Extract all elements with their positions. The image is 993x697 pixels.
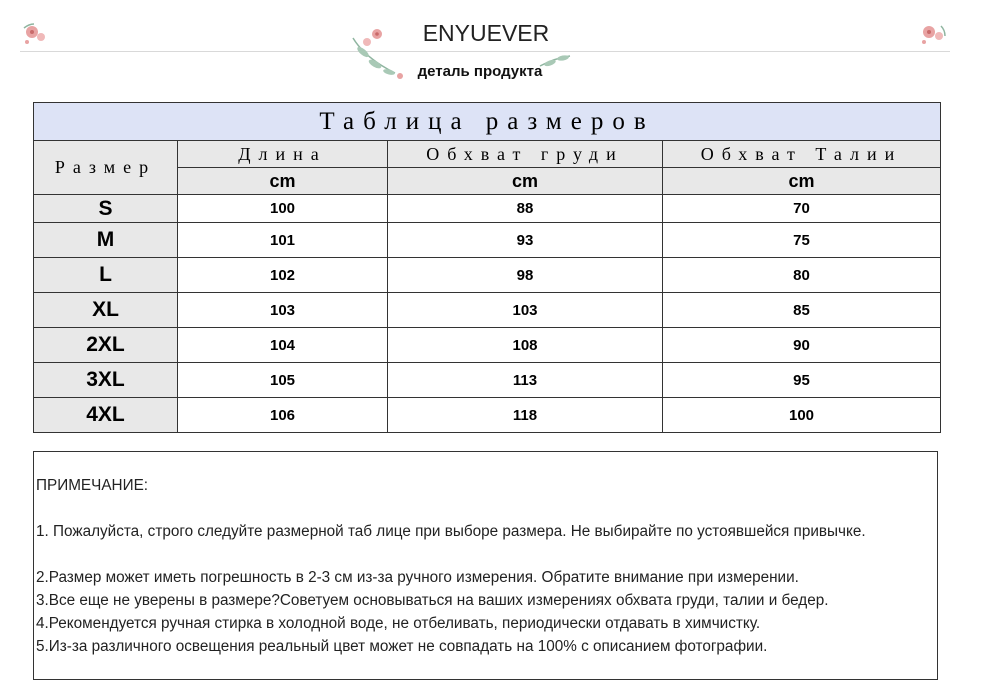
size-chart-table xyxy=(33,102,941,433)
table-row xyxy=(34,293,941,328)
size-label: XL xyxy=(34,293,178,328)
unit-chest: cm xyxy=(388,168,663,195)
size-label: 2XL xyxy=(34,328,178,363)
chest-value: 118 xyxy=(388,398,663,433)
table-row xyxy=(34,258,941,293)
size-column-header: Размер xyxy=(34,141,178,195)
column-header-length: Длина xyxy=(178,141,388,168)
waist-value: 90 xyxy=(663,328,941,363)
note-item: 2.Размер может иметь погрешность в 2-3 см из-за ручного измерения. Обратите внимание при измерении. xyxy=(36,569,799,586)
waist-value: 75 xyxy=(663,223,941,258)
note-item: 4.Рекомендуется ручная стирка в холодной воде, не отбеливать, периодически отдавать в химчистку. xyxy=(36,615,761,632)
column-header-chest: Обхват груди xyxy=(388,141,663,168)
table-row xyxy=(34,363,941,398)
flower-left-icon xyxy=(20,18,52,50)
chest-value: 98 xyxy=(388,258,663,293)
chest-value: 88 xyxy=(388,195,663,223)
notes-heading: ПРИМЕЧАНИЕ: xyxy=(36,477,149,494)
table-row xyxy=(34,223,941,258)
size-label: M xyxy=(34,223,178,258)
product-detail-subtitle: деталь продукта xyxy=(417,63,543,80)
waist-value: 100 xyxy=(663,398,941,433)
size-label: 3XL xyxy=(34,363,178,398)
waist-value: 95 xyxy=(663,363,941,398)
length-value: 106 xyxy=(178,398,388,433)
size-label: L xyxy=(34,258,178,293)
length-value: 103 xyxy=(178,293,388,328)
size-label: 4XL xyxy=(34,398,178,433)
waist-value: 80 xyxy=(663,258,941,293)
flower-right-icon xyxy=(915,18,949,50)
chest-value: 113 xyxy=(388,363,663,398)
waist-value: 70 xyxy=(663,195,941,223)
note-item: 1. Пожалуйста, строго следуйте размерной таб лице при выборе размера. Не выбирайте по устоявшейся привычке. xyxy=(36,523,866,540)
unit-waist: cm xyxy=(663,168,941,195)
chest-value: 108 xyxy=(388,328,663,363)
brand-name: ENYUEVER xyxy=(385,20,587,47)
length-value: 105 xyxy=(178,363,388,398)
chest-value: 93 xyxy=(388,223,663,258)
note-item: 3.Все еще не уверены в размере?Советуем основываться на ваших измерениях обхвата груди, талии и бедер. xyxy=(36,592,829,609)
column-header-waist: Обхват Талии xyxy=(663,141,941,168)
table-row xyxy=(34,398,941,433)
length-value: 101 xyxy=(178,223,388,258)
table-row xyxy=(34,195,941,223)
chest-value: 103 xyxy=(388,293,663,328)
length-value: 100 xyxy=(178,195,388,223)
length-value: 102 xyxy=(178,258,388,293)
table-row xyxy=(34,328,941,363)
unit-length: cm xyxy=(178,168,388,195)
size-label: S xyxy=(34,195,178,223)
length-value: 104 xyxy=(178,328,388,363)
note-item: 5.Из-за различного освещения реальный цвет может не совпадать на 100% с описанием фотографии. xyxy=(36,638,768,655)
waist-value: 85 xyxy=(663,293,941,328)
notes-box xyxy=(33,451,938,680)
size-chart-title: Таблица размеров xyxy=(34,103,941,141)
